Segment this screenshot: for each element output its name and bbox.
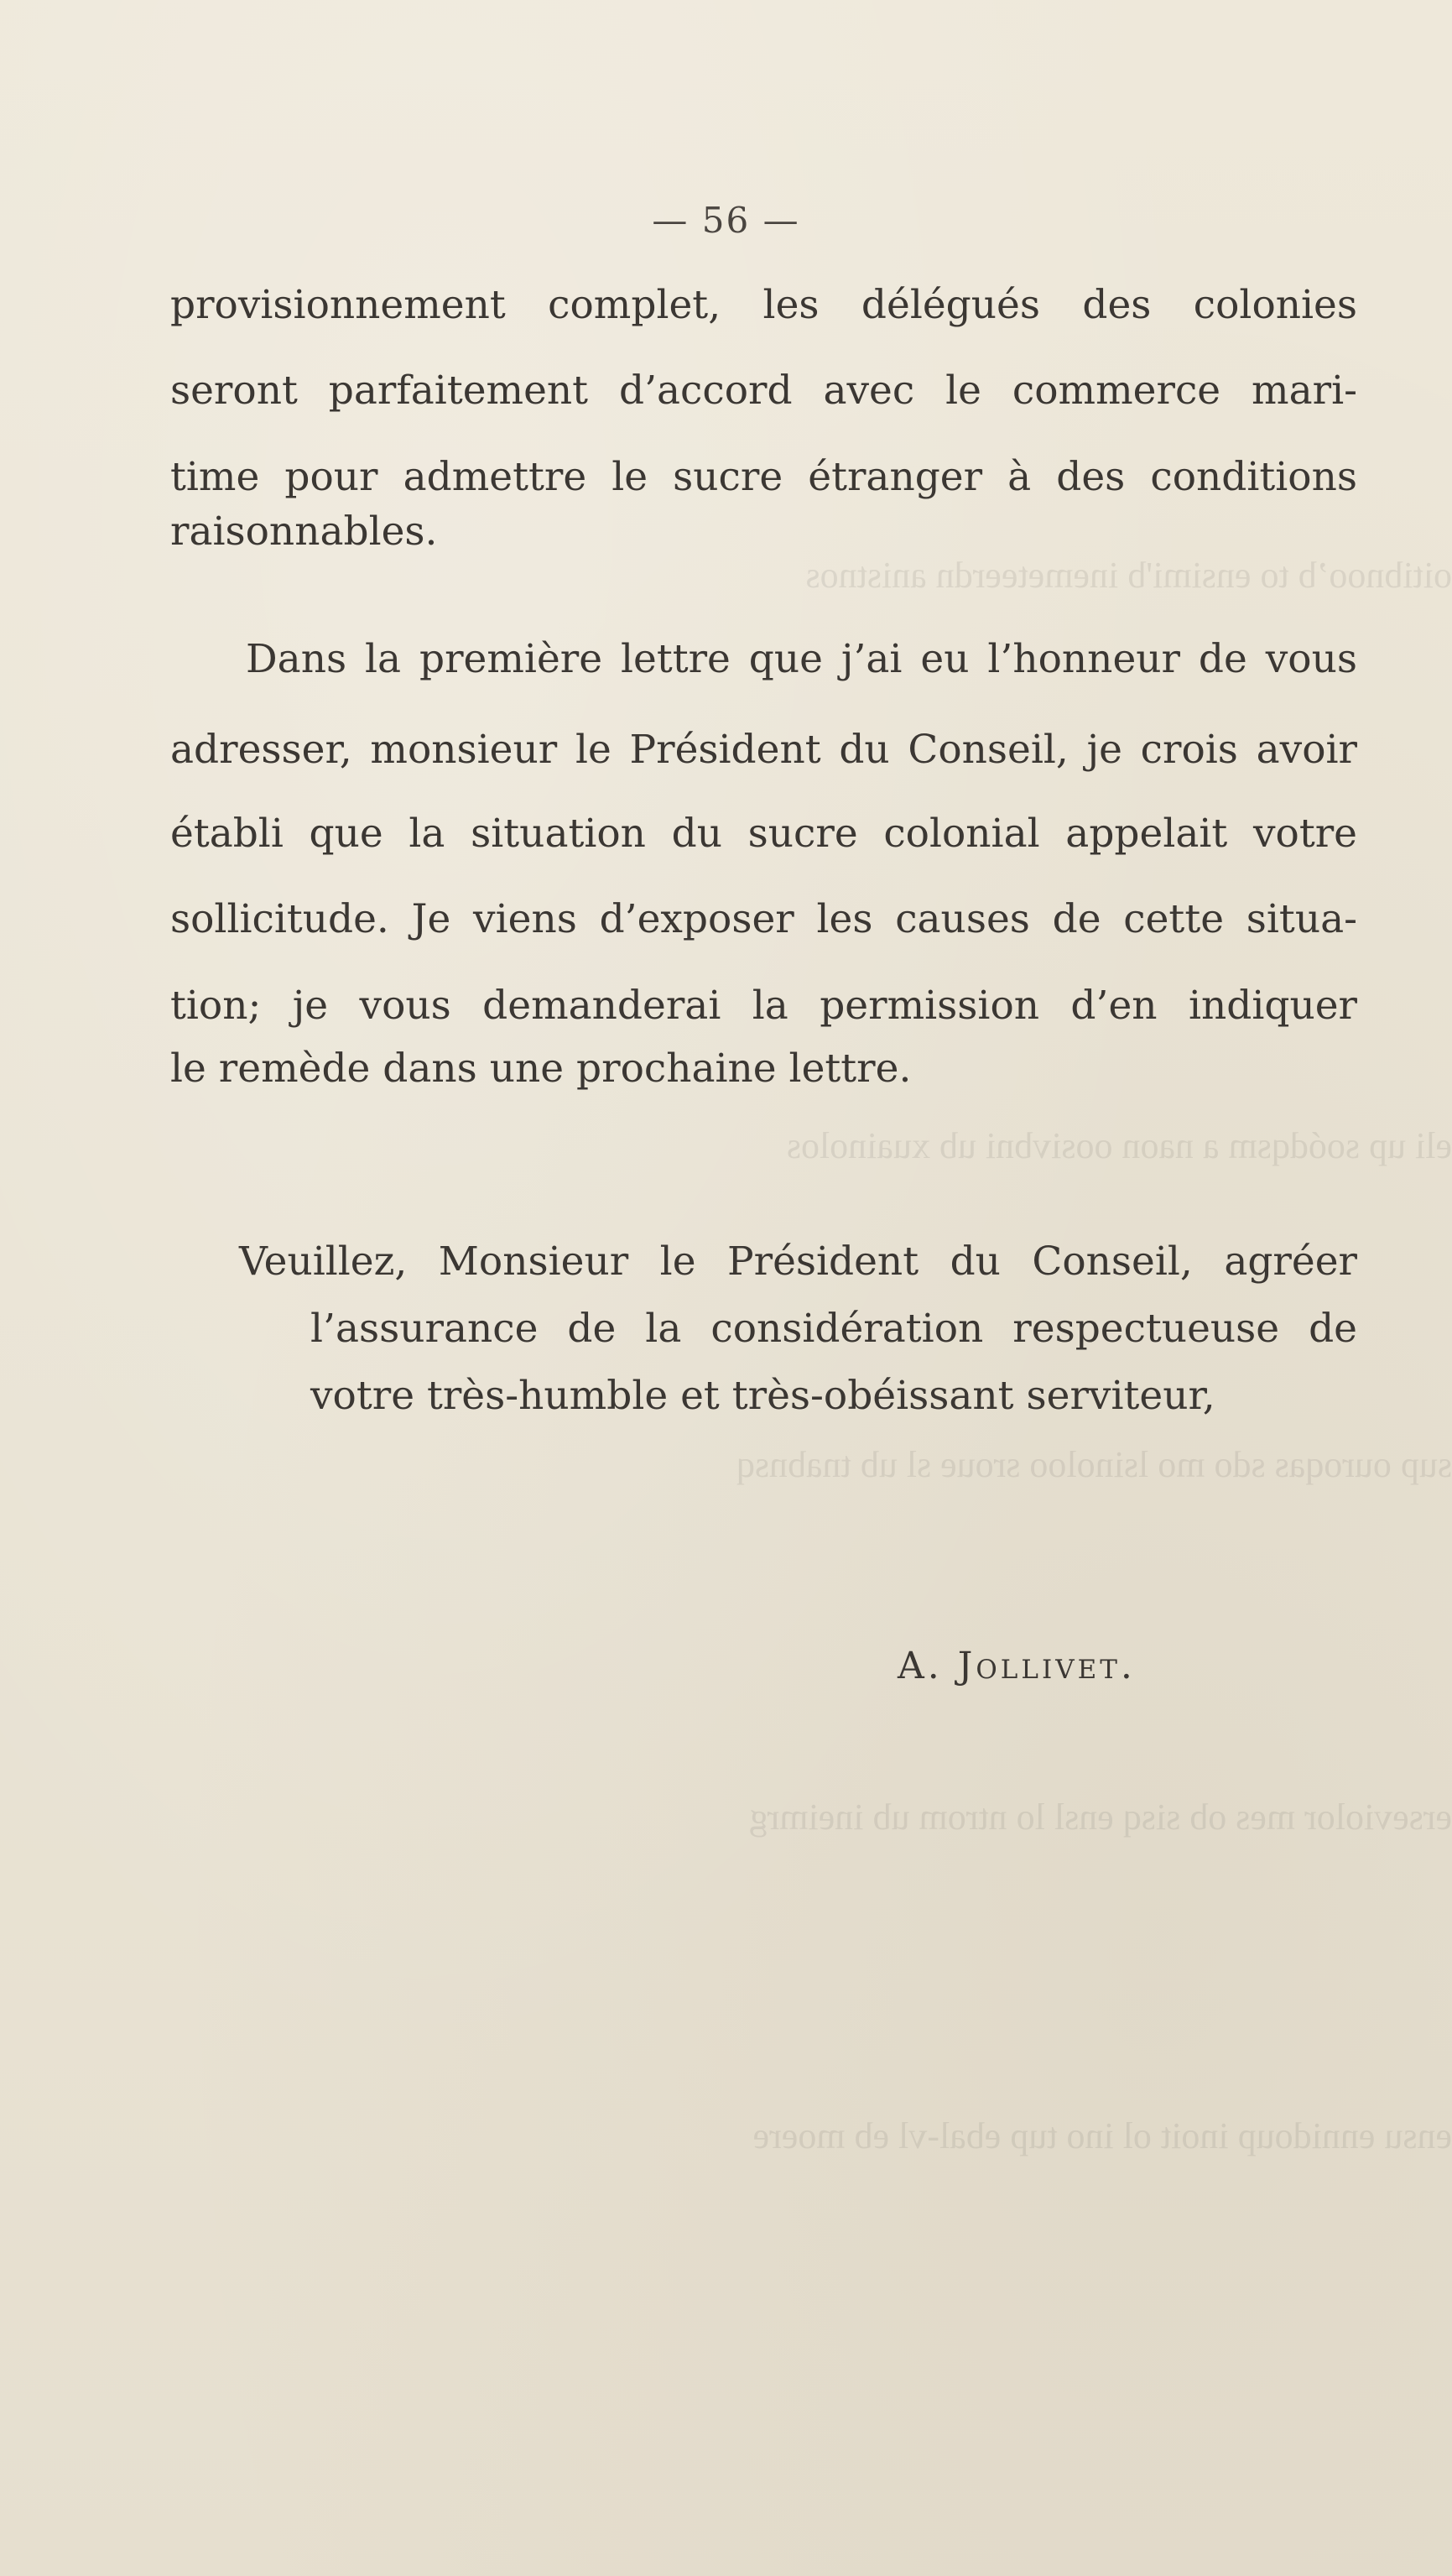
paragraph-2-line-3: établi que la situation du sucre colonial appelait votre	[170, 811, 1357, 857]
show-through-texture: erseviolor mes ob sisq ensl lo ntrom ub ineimrg	[749, 1796, 1452, 1838]
show-through-texture: eli up soódqsm a naon oosivbni ub xuainolos	[786, 1125, 1452, 1166]
closing-line-3: votre très-humble et très-obéissant serviteur,	[310, 1373, 1215, 1419]
paragraph-2-line-4: sollicitude. Je viens d’exposer les causes de cette situa-	[170, 896, 1357, 942]
paragraph-1-line-3: time pour admettre le sucre étranger à des conditions	[170, 454, 1357, 500]
closing-line-2: l’assurance de la considération respectueuse de	[310, 1306, 1357, 1352]
paragraph-1-line-4: raisonnables.	[170, 508, 438, 555]
paragraph-2-line-5: tion; je vous demanderai la permission d’en indiquer	[170, 983, 1357, 1029]
show-through-texture: oitibnoo’b to ensimi'b inemeteerdn anistnos	[805, 555, 1452, 596]
paragraph-2-line-2: adresser, monsieur le Président du Conseil, je crois avoir	[170, 727, 1357, 773]
page-number: — 56 —	[652, 200, 800, 241]
paragraph-2-line-6: le remède dans une prochaine lettre.	[170, 1046, 912, 1092]
show-through-texture: sup ouroqas sdo mo lsinoloo sroue sl ub tnabnsq	[736, 1444, 1452, 1485]
paragraph-1-line-2: seront parfaitement d’accord avec le commerce mari-	[170, 368, 1357, 414]
show-through-texture: ensu ennidoup inoit ol ino tup ebal-vl eb moere	[752, 2115, 1452, 2156]
paragraph-1-line-1: provisionnement complet, les délégués des colonies	[170, 282, 1357, 328]
closing-line-1: Veuillez, Monsieur le Président du Conseil, agréer	[239, 1238, 1357, 1285]
paragraph-2-line-1: Dans la première lettre que j’ai eu l’honneur de vous	[246, 636, 1357, 682]
signature: A. Jollivet.	[898, 1645, 1136, 1687]
